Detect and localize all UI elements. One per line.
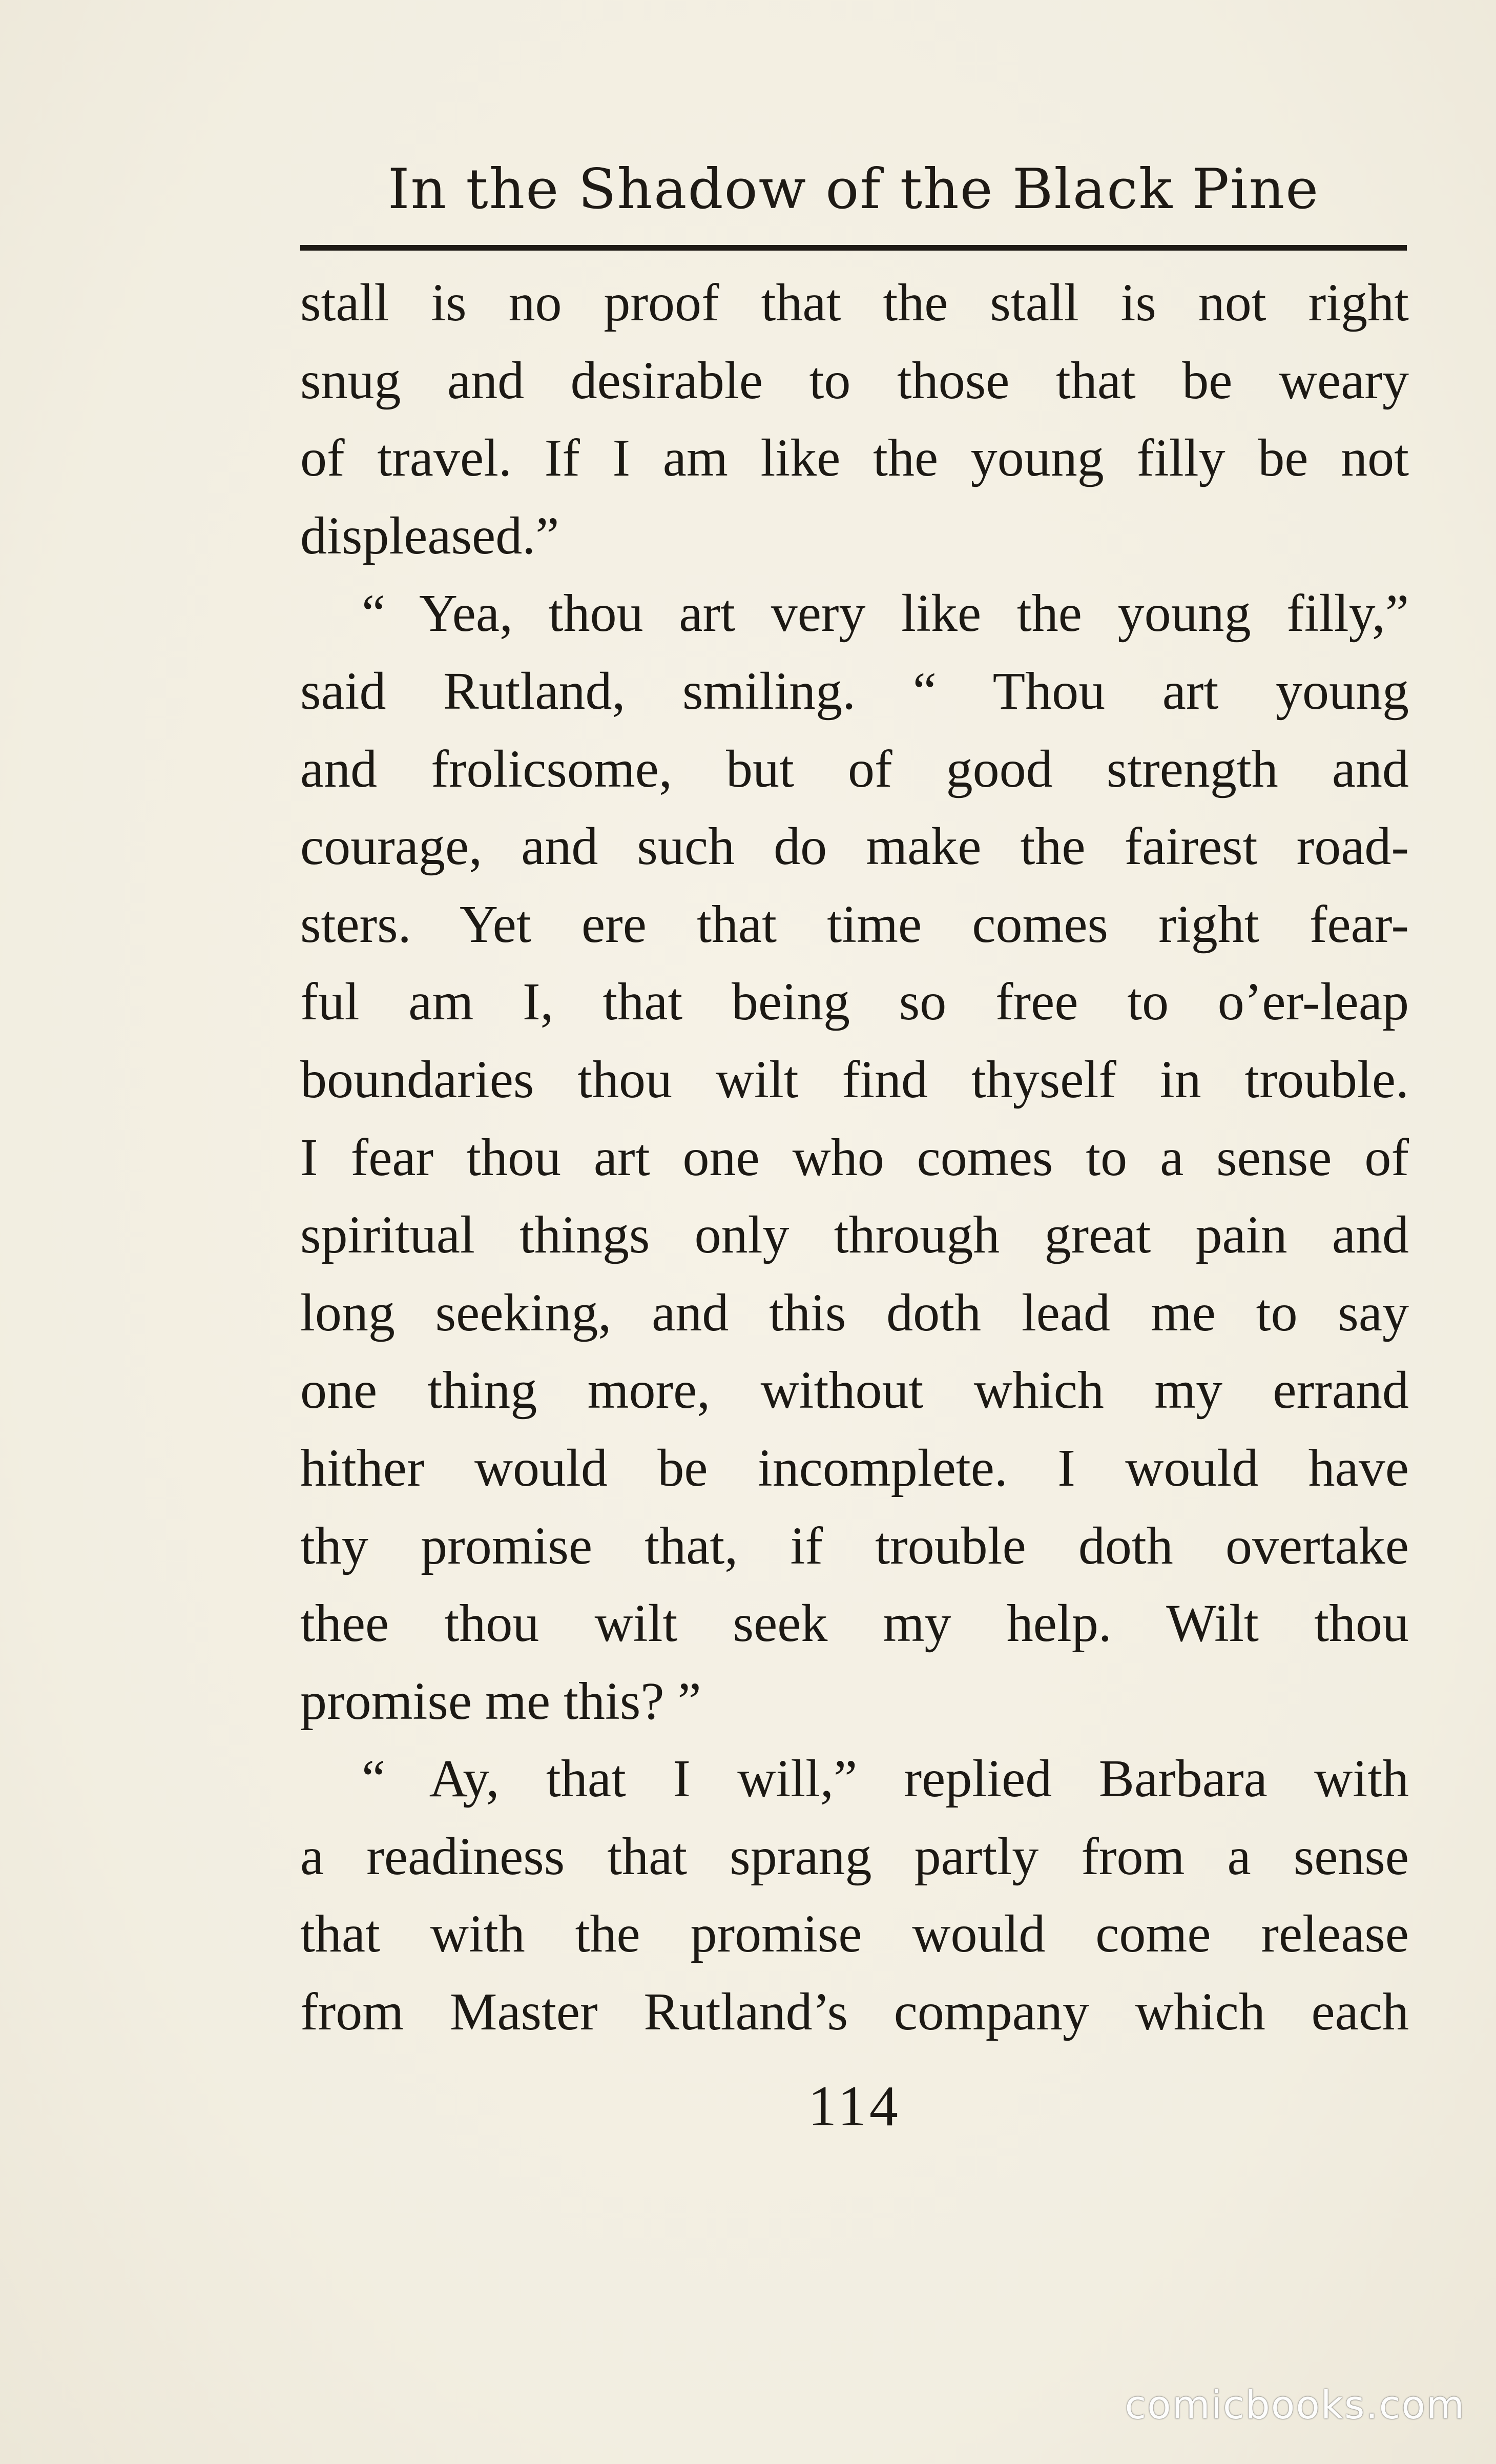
text-line: stall is no proof that the stall is not right (300, 273, 1409, 332)
text-line: thy promise that, if trouble doth overtake (300, 1516, 1409, 1575)
text-line: one thing more, without which my errand (300, 1361, 1409, 1420)
text-line: “ Ay, that I will,” replied Barbara with (362, 1749, 1409, 1809)
text-line: sters. Yet ere that time comes right fear- (300, 894, 1409, 954)
running-head: In the Shadow of the Black Pine (387, 157, 1320, 221)
text-line: spiritual things only through great pain and (300, 1205, 1409, 1265)
text-line: displeased.” (300, 506, 559, 565)
text-line: a readiness that sprang partly from a sense (300, 1826, 1409, 1886)
watermark: comicbooks.com (1125, 2382, 1465, 2428)
text-line: hither would be incomplete. I would have (300, 1438, 1409, 1497)
text-line: courage, and such do make the fairest road- (300, 817, 1409, 876)
text-line: long seeking, and this doth lead me to say (300, 1283, 1409, 1342)
text-line: boundaries thou wilt find thyself in trouble. (300, 1050, 1409, 1109)
text-line: and frolicsome, but of good strength and (300, 739, 1409, 798)
text-line: said Rutland, smiling. “ Thou art young (300, 661, 1409, 721)
text-line: of travel. If I am like the young filly be not (300, 428, 1409, 488)
head-rule (300, 245, 1407, 251)
body-text (300, 264, 1409, 2051)
text-line: “ Yea, thou art very like the young filly,” (362, 584, 1409, 643)
page-number: 114 (808, 2075, 901, 2138)
text-line: that with the promise would come release (300, 1904, 1409, 1964)
text-line: I fear thou art one who comes to a sense of (300, 1127, 1409, 1187)
text-line: from Master Rutland’s company which each (300, 1982, 1409, 2042)
text-line: ful am I, that being so free to o’er-leap (300, 972, 1409, 1032)
text-line: thee thou wilt seek my help. Wilt thou (300, 1594, 1409, 1653)
text-line: snug and desirable to those that be weary (300, 351, 1409, 410)
text-line: promise me this? ” (300, 1671, 701, 1731)
